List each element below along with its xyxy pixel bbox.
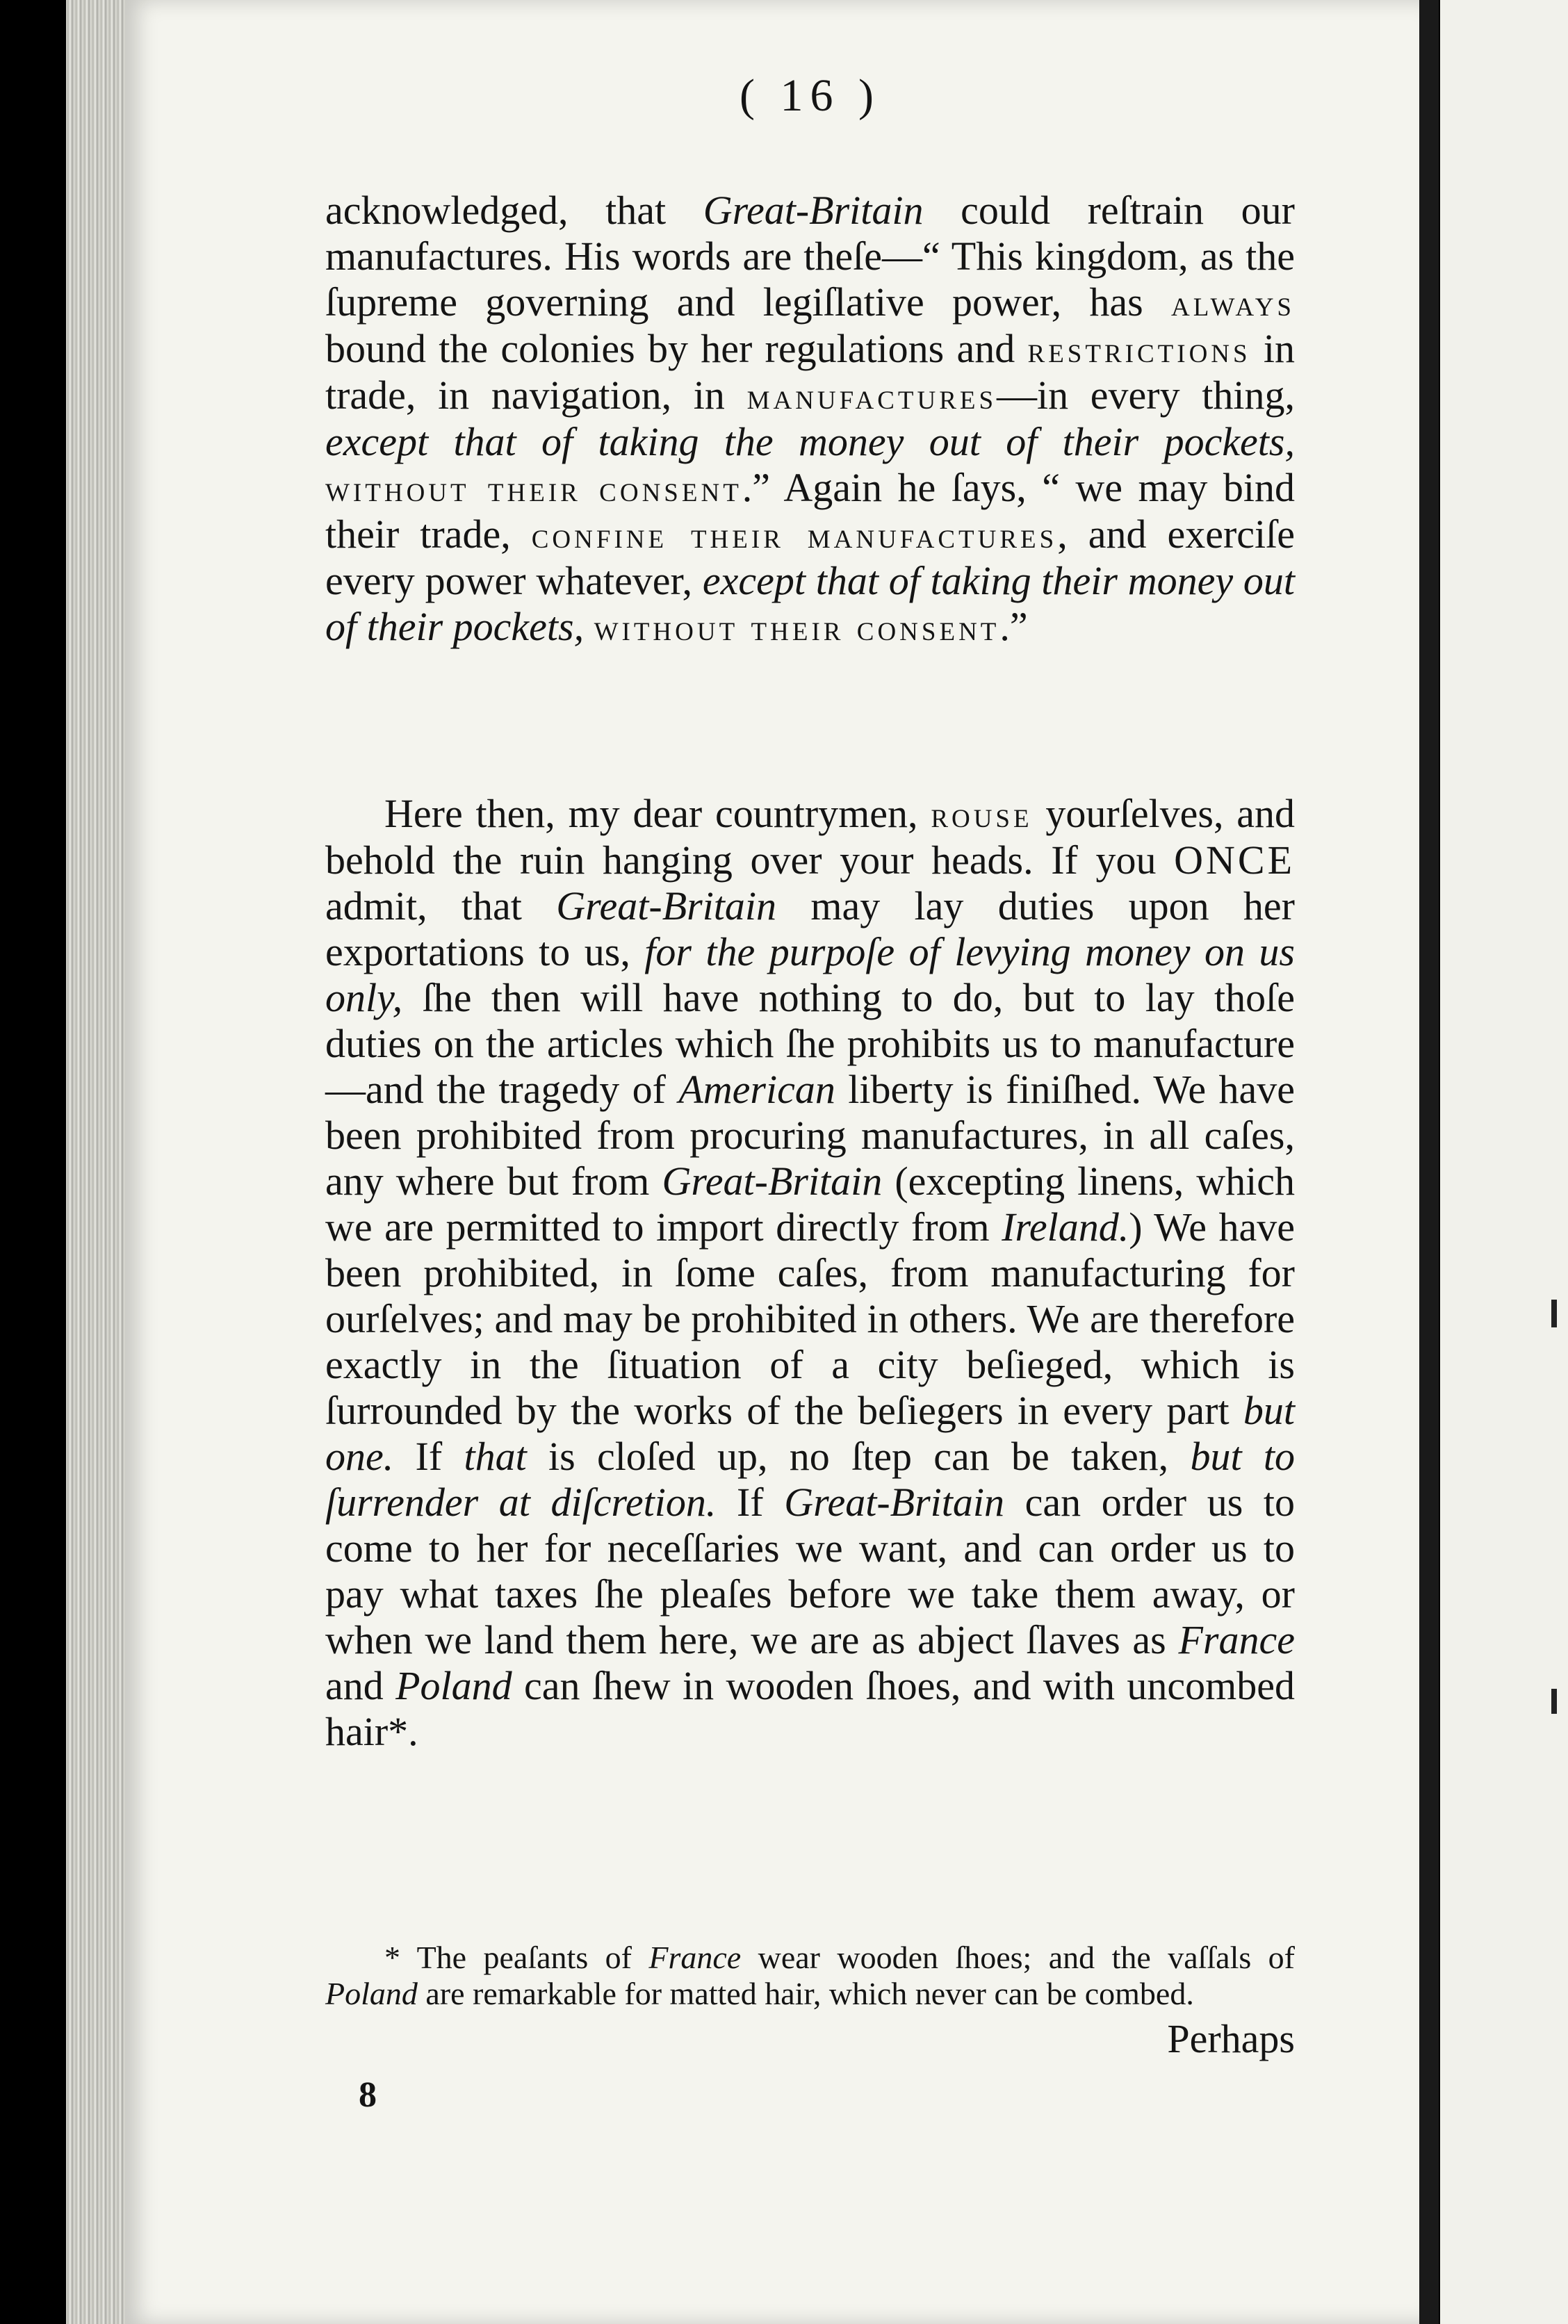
italic-text: Poland (395, 1663, 512, 1708)
italic-text: Poland (325, 1976, 418, 2011)
catchword: Perhaps (1167, 2016, 1295, 2061)
italic-text: but one. (325, 1388, 1295, 1479)
small-caps-text: restrictions (1027, 329, 1251, 370)
text-run: yourſelves, and behold the ruin hanging over your heads. If you (325, 791, 1295, 883)
italic-text: France (1178, 1617, 1295, 1662)
italic-text: except that of taking their money out of their pockets, (325, 558, 1296, 649)
text-run: could reſtrain our manufactures. His words are theſe—“ This kingdom, as the ſupreme governing and legiſlative power, has (325, 188, 1295, 325)
text-run: can order us to come to her for neceſſaries we want, and can order us to pay what taxes ſhe pleaſes before we take them away, or when we land them here, we are as abject ſlaves as (325, 1480, 1295, 1662)
text-run: in trade, in navigation, in (325, 326, 1295, 418)
text-run: admit, that (325, 883, 557, 928)
text-run: If (393, 1434, 464, 1479)
text-run: may lay duties upon her exportations to us, (325, 883, 1295, 974)
spaced-capitals-text: ONCE (1174, 837, 1295, 883)
text-run: acknowledged, that (325, 188, 703, 233)
italic-text: France (648, 1940, 742, 1975)
adjacent-page-mark (1551, 1689, 1557, 1714)
adjacent-page-edge (1440, 0, 1568, 2324)
italic-text: Great-Britain (662, 1159, 883, 1204)
small-caps-text: without their consent (594, 607, 1000, 648)
small-caps-text: manufactures (746, 375, 997, 417)
signature-mark: 8 (359, 2075, 377, 2115)
text-run: * The peaſants of (384, 1940, 649, 1975)
footnote (325, 1940, 1295, 2012)
small-caps-text: always (1170, 282, 1295, 324)
text-run: If (716, 1480, 785, 1525)
text-run: liberty is finiſhed. We have been prohibited from procuring manufactures, in all caſes, any where but from (325, 1067, 1295, 1204)
text-run: and (325, 1663, 396, 1708)
text-run: .” (999, 604, 1028, 649)
text-run: .” Again he ſays, “ we may bind their trade, (325, 465, 1295, 557)
italic-text: Great-Britain (784, 1480, 1005, 1525)
text-run: ſhe then will have nothing to do, but to lay thoſe duties on the articles which ſhe prohibits us to manufacture—and the tragedy of (325, 975, 1295, 1112)
italic-text: except that of taking the money out of their pockets, (325, 419, 1295, 464)
italic-text: American (678, 1067, 835, 1112)
paragraph (325, 188, 1295, 650)
text-run: are remarkable for matted hair, which never can be combed. (417, 1976, 1194, 2011)
italic-text: for the purpoſe of levying money on us only, (325, 929, 1295, 1020)
text-run: wear wooden ſhoes; and the vaſſals of (741, 1940, 1295, 1975)
text-run: ) We have been prohibited, in ſome caſes, from manufacturing for ourſelves; and may be prohibited in others. We are therefore exactly in the ſituation of a city beſieged, which is ſurrounded by the works of the beſiegers in every part (325, 1204, 1295, 1433)
italic-text: Great-Britain (703, 188, 924, 233)
text-run: Here then, my dear countrymen, (384, 791, 931, 836)
text-run (584, 604, 594, 649)
text-run: —in every thing, (997, 373, 1295, 418)
text-run: is cloſed up, no ſtep can be taken, (526, 1434, 1191, 1479)
text-run: can ſhew in wooden ſhoes, and with uncombed hair*. (325, 1663, 1296, 1754)
page-number: ( 16 ) (740, 70, 881, 121)
small-caps-text: rouse (931, 794, 1033, 835)
italic-text: Ireland. (1002, 1204, 1129, 1250)
italic-text: Great-Britain (556, 883, 777, 928)
page-gutter (1419, 0, 1439, 2324)
text-run: bound the colonies by her regulations and (325, 326, 1028, 371)
italic-text: but to ſurrender at diſcretion. (325, 1434, 1295, 1525)
adjacent-page-mark (1551, 1300, 1557, 1327)
text-run: (excepting linens, which we are permitted to import directly from (325, 1159, 1295, 1250)
paragraph (325, 791, 1295, 1755)
italic-text: that (464, 1434, 527, 1479)
small-caps-text: confine their manufactures (531, 514, 1058, 556)
small-caps-text: without their consent (325, 468, 742, 509)
text-run: , and exerciſe every power whatever, (325, 512, 1295, 603)
